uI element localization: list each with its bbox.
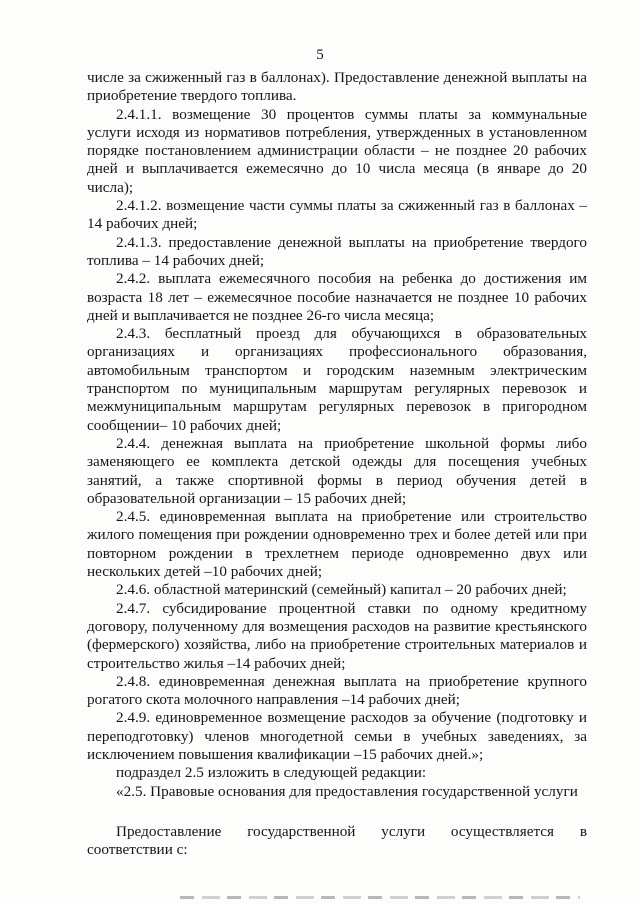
- paragraph-continuation: числе за сжиженный газ в баллонах). Предоставление денежной выплаты на приобретение твердого топлива.: [87, 69, 587, 105]
- paragraph-2-4-5: 2.4.5. единовременная выплата на приобретение или строительство жилого помещения при рождении одновременно трех и более детей или при повторном рождении в трехлетнем периоде одновременно двух или нескольких детей –10 рабочих дней;: [87, 508, 587, 581]
- paragraph-subsection-instruction: подраздел 2.5 изложить в следующей редакции:: [116, 764, 427, 782]
- document-body: [87, 69, 587, 859]
- paragraph-2-4-7: 2.4.7. субсидирование процентной ставки по одному кредитному договору, полученному для возмещения расходов на развитие крестьянского (фермерского) хозяйства, либо на приобретение строительных материалов и строительство жилья –14 рабочих дней;: [87, 599, 587, 672]
- paragraph-2-4-9: 2.4.9. единовременное возмещение расходов за обучение (подготовку и переподготовку) членов многодетной семьи в учебных заведениях, за исключением повышения квалификации –15 рабочих дней.»;: [87, 709, 587, 763]
- paragraph-2-4-1-2: 2.4.1.2. возмещение части суммы платы за сжиженный газ в баллонах – 14 рабочих дней;: [87, 197, 587, 233]
- paragraph-legal-basis: Предоставление государственной услуги осуществляется в соответствии с:: [87, 822, 587, 859]
- paragraph-2-4-1-3: 2.4.1.3. предоставление денежной выплаты на приобретение твердого топлива – 14 рабочих дней;: [87, 233, 587, 269]
- paragraph-2-4-1-1: 2.4.1.1. возмещение 30 процентов суммы платы за коммунальные услуги исходя из нормативов потребления, утвержденных в установленном порядке постановлением администрации области – не позднее 20 рабочих дней и выплачивается ежемесячно до 10 числа месяца (в январе до 20 числа);: [87, 105, 587, 196]
- paragraph-2-4-2: 2.4.2. выплата ежемесячного пособия на ребенка до достижения им возраста 18 лет – ежемесячное пособие назначается не позднее 10 рабочих дней и выплачивается не позднее 26-го числа месяца;: [87, 270, 587, 324]
- paragraph-2-4-3: 2.4.3. бесплатный проезд для обучающихся в образовательных организациях и организациях профессионального образования, автомобильным транспортом и городским наземным электрическим транспортом по муниципальным маршрутам регулярных перевозок и межмуниципальным маршрутам регулярных перевозок в пригородном сообщении– 10 рабочих дней;: [87, 325, 587, 434]
- paragraph-2-4-4: 2.4.4. денежная выплата на приобретение школьной формы либо заменяющего ее комплекта детской одежды для посещения учебных занятий, а также спортивной формы в период обучения детей в образовательной организации – 15 рабочих дней;: [87, 434, 587, 507]
- paragraph-gap: [87, 801, 587, 823]
- paragraph-2-4-6: 2.4.6. областной материнский (семейный) капитал – 20 рабочих дней;: [116, 581, 567, 599]
- paragraph-2-4-8: 2.4.8. единовременная денежная выплата на приобретение крупного рогатого скота молочного направления –14 рабочих дней;: [87, 672, 587, 709]
- page-number: 5: [316, 47, 324, 63]
- scan-edge-artifact: [180, 896, 580, 899]
- section-heading-2-5: «2.5. Правовые основания для предоставления государственной услуги: [116, 782, 578, 800]
